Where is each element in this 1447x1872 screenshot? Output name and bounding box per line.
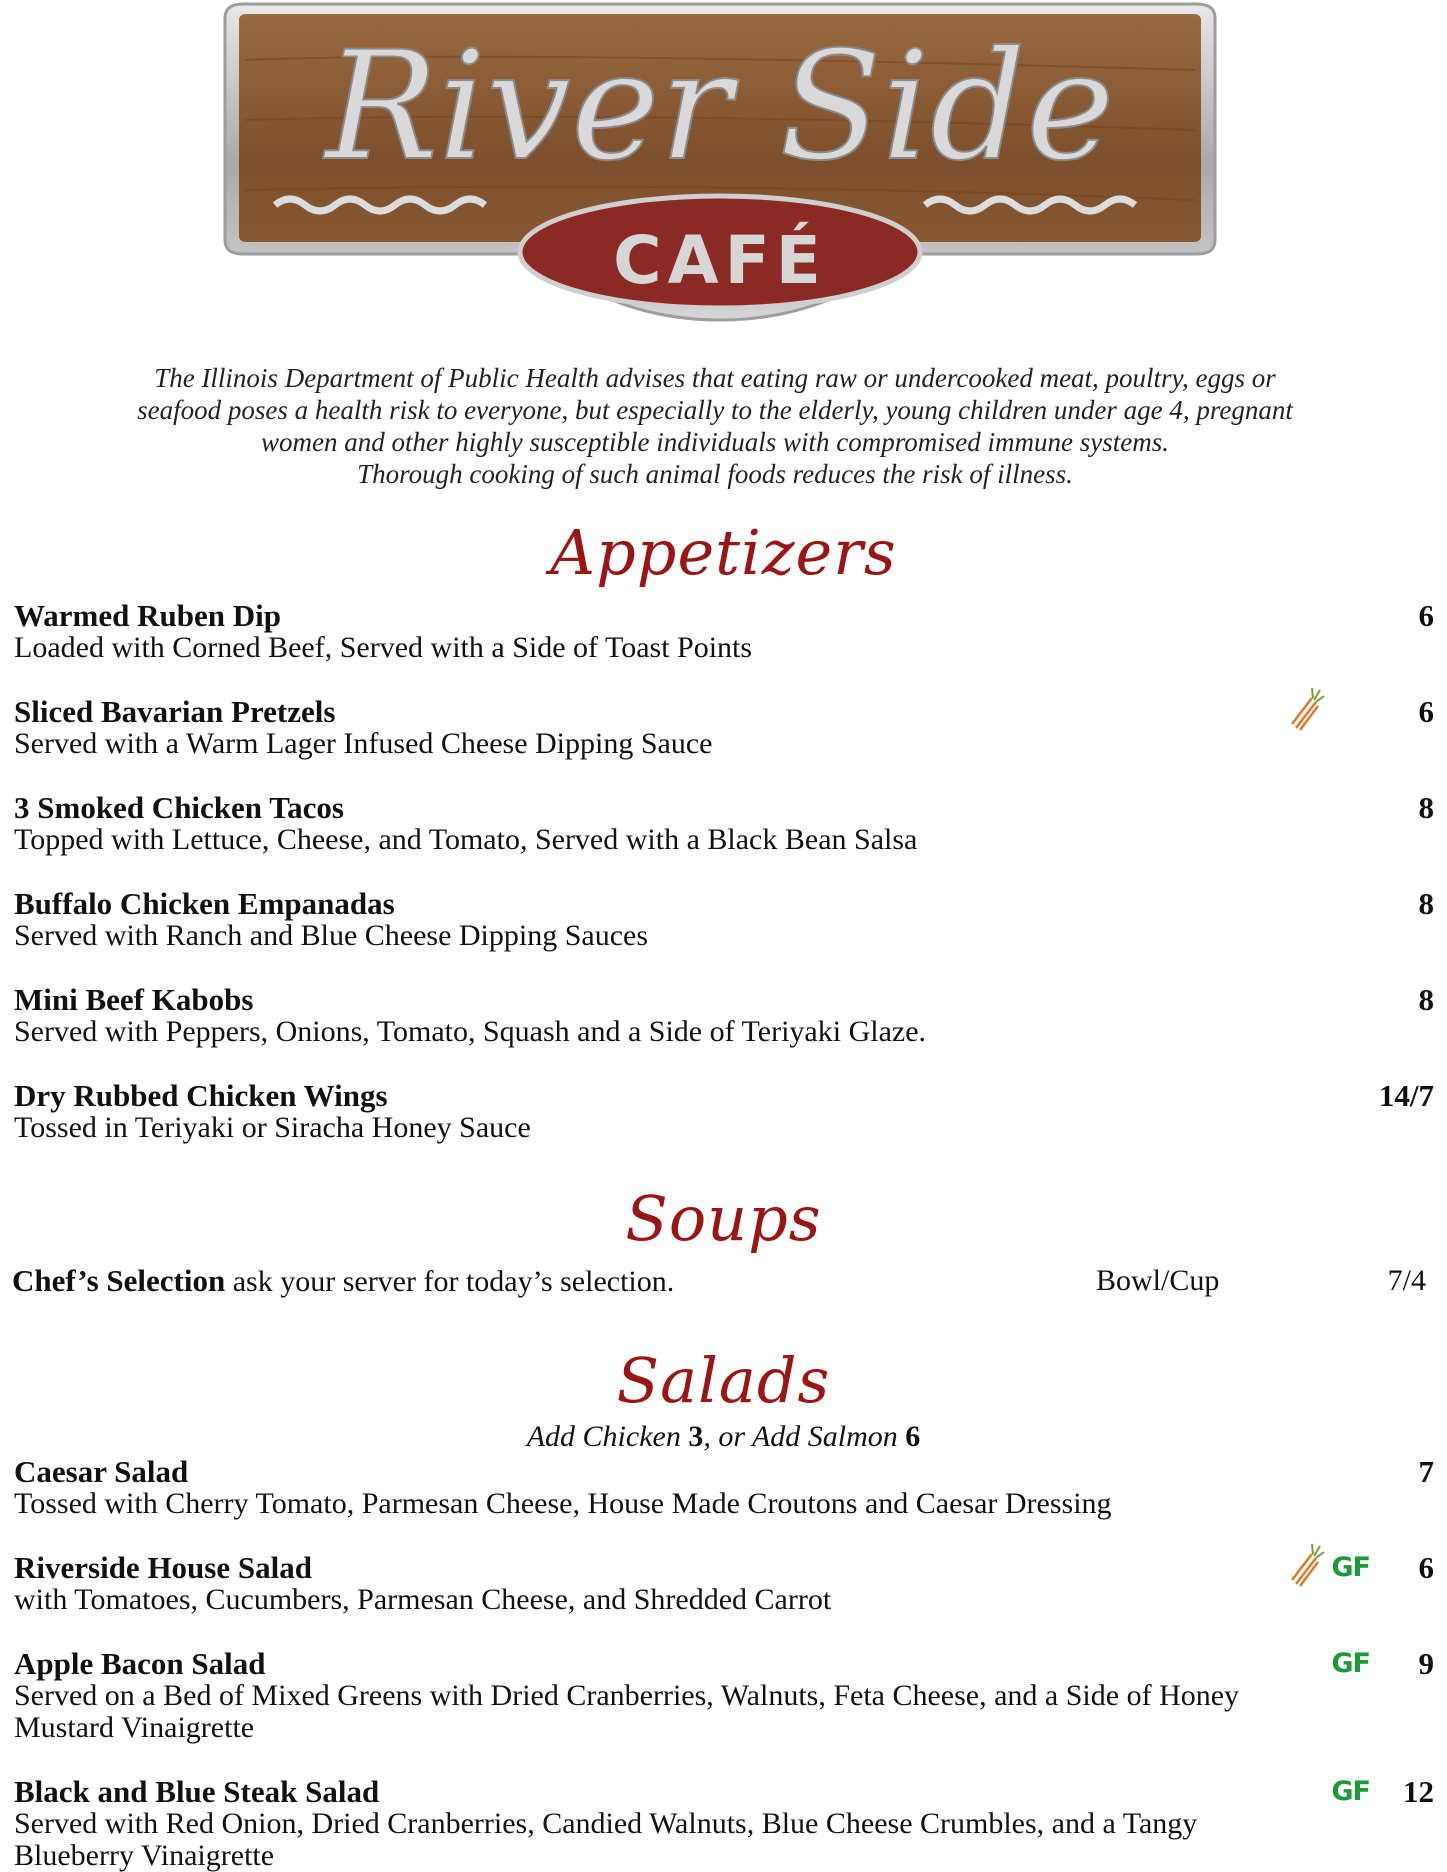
item-desc: Loaded with Corned Beef, Served with a Side of Toast Points bbox=[14, 631, 753, 664]
soup-size: Bowl/Cup bbox=[1096, 1264, 1220, 1297]
advisory-line: women and other highly susceptible individuals with compromised immune systems. bbox=[261, 427, 1169, 457]
cafe-logo bbox=[205, 0, 1235, 330]
item-desc: Served with Red Onion, Dried Cranberries, Candied Walnuts, Blue Cheese Crumbles, and a Tangy Blueberry Vinaigrette bbox=[14, 1807, 1198, 1872]
item-name: Black and Blue Steak Salad bbox=[14, 1774, 380, 1809]
logo-subtitle: CAFÉ bbox=[613, 222, 827, 299]
item-desc: Tossed with Cherry Tomato, Parmesan Cheese, House Made Croutons and Caesar Dressing bbox=[14, 1487, 1112, 1520]
soups-title: Soups bbox=[625, 1182, 822, 1255]
salads-title: Salads bbox=[616, 1344, 831, 1417]
logo-name: River Side bbox=[325, 20, 1115, 194]
soup-item bbox=[12, 1264, 1426, 1299]
item-desc: Served on a Bed of Mixed Greens with Dried Cranberries, Walnuts, Feta Cheese, and a Side of Honey Mustard Vinaigrette bbox=[14, 1679, 1240, 1744]
item-name: Dry Rubbed Chicken Wings bbox=[14, 1078, 388, 1113]
addon-chicken-price: 3 bbox=[688, 1420, 704, 1453]
menu-item bbox=[14, 984, 1434, 1048]
item-price: 6 bbox=[1418, 1550, 1434, 1585]
item-desc: Topped with Lettuce, Cheese, and Tomato, Served with a Black Bean Salsa bbox=[14, 823, 918, 856]
carrot-icon bbox=[1286, 688, 1326, 734]
item-name: Caesar Salad bbox=[14, 1454, 189, 1489]
item-desc: Served with a Warm Lager Infused Cheese Dipping Sauce bbox=[14, 727, 713, 760]
salad-addon-note bbox=[0, 1420, 1447, 1454]
item-price: 8 bbox=[1418, 790, 1434, 825]
menu-item bbox=[14, 1456, 1434, 1520]
item-desc: with Tomatoes, Cucumbers, Parmesan Cheese, and Shredded Carrot bbox=[14, 1583, 832, 1616]
carrot-icon bbox=[1286, 1544, 1326, 1590]
item-price: 8 bbox=[1418, 886, 1434, 921]
menu-item bbox=[14, 600, 1434, 664]
item-price: 14/7 bbox=[1378, 1078, 1434, 1113]
menu-item bbox=[14, 1776, 1434, 1872]
gluten-free-badge: GF bbox=[1331, 1648, 1370, 1679]
menu-item bbox=[14, 1552, 1434, 1616]
item-price: 12 bbox=[1403, 1774, 1434, 1809]
item-desc: Served with Ranch and Blue Cheese Dipping Sauces bbox=[14, 919, 649, 952]
menu-item bbox=[14, 792, 1434, 856]
addon-salmon-label: , or Add Salmon bbox=[703, 1420, 906, 1453]
menu-item bbox=[14, 696, 1434, 760]
item-price: 8 bbox=[1418, 982, 1434, 1017]
appetizers-title: Appetizers bbox=[550, 516, 897, 589]
item-name: Riverside House Salad bbox=[14, 1550, 312, 1585]
soup-name: Chef’s Selection bbox=[12, 1263, 226, 1298]
advisory-line: seafood poses a health risk to everyone, but especially to the elderly, young children under age 4, pregnant bbox=[137, 395, 1293, 425]
advisory-line: The Illinois Department of Public Health advises that eating raw or undercooked meat, poultry, eggs or bbox=[154, 363, 1276, 393]
item-desc: Served with Peppers, Onions, Tomato, Squash and a Side of Teriyaki Glaze. bbox=[14, 1015, 927, 1048]
item-price: 7 bbox=[1418, 1454, 1434, 1489]
item-name: Warmed Ruben Dip bbox=[14, 598, 281, 633]
item-name: Buffalo Chicken Empanadas bbox=[14, 886, 395, 921]
menu-item bbox=[14, 888, 1434, 952]
advisory-line: Thorough cooking of such animal foods reduces the risk of illness. bbox=[357, 459, 1073, 489]
gluten-free-badge: GF bbox=[1331, 1776, 1370, 1807]
item-desc: Tossed in Teriyaki or Siracha Honey Sauce bbox=[14, 1111, 531, 1144]
item-price: 6 bbox=[1418, 694, 1434, 729]
soup-desc: ask your server for today’s selection. bbox=[225, 1265, 675, 1298]
menu-item bbox=[14, 1080, 1434, 1144]
item-name: Mini Beef Kabobs bbox=[14, 982, 254, 1017]
menu-item bbox=[14, 1648, 1434, 1744]
item-name: Sliced Bavarian Pretzels bbox=[14, 694, 336, 729]
item-price: 9 bbox=[1418, 1646, 1434, 1681]
logo-sign bbox=[205, 0, 1235, 330]
addon-chicken-label: Add Chicken bbox=[526, 1420, 689, 1453]
item-name: 3 Smoked Chicken Tacos bbox=[14, 790, 344, 825]
item-price: 6 bbox=[1418, 598, 1434, 633]
addon-salmon-price: 6 bbox=[905, 1420, 921, 1453]
health-advisory bbox=[100, 362, 1330, 490]
soup-price: 7/4 bbox=[1387, 1264, 1426, 1297]
gluten-free-badge: GF bbox=[1331, 1552, 1370, 1583]
item-name: Apple Bacon Salad bbox=[14, 1646, 266, 1681]
